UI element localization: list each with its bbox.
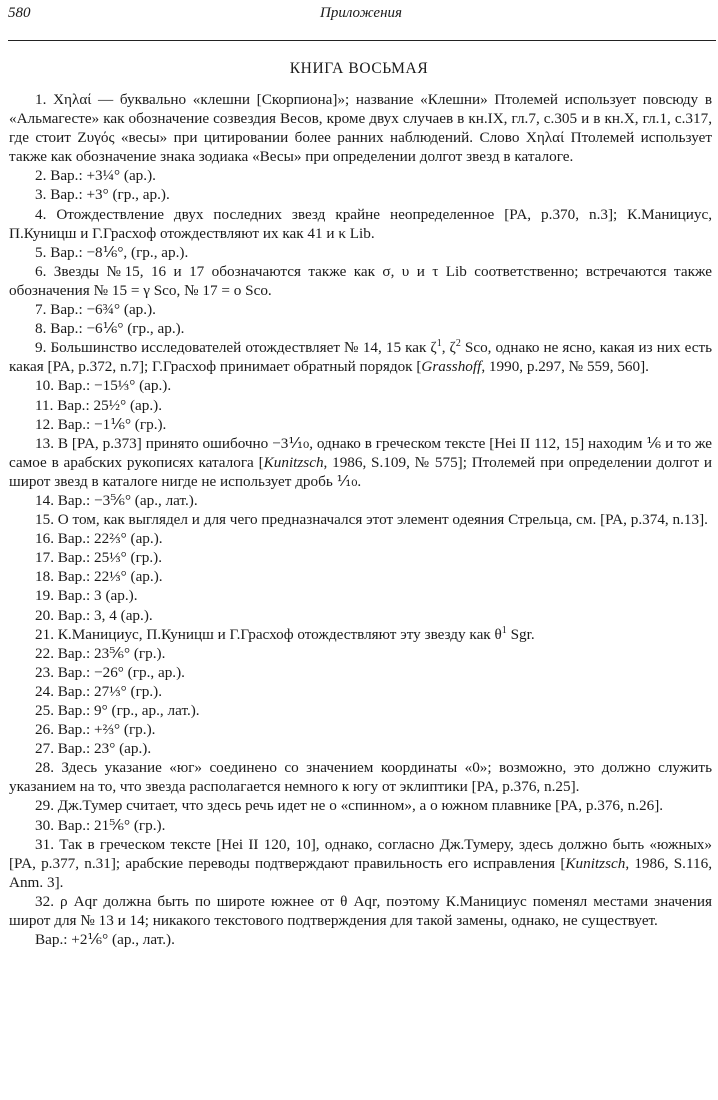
note-30 bbox=[9, 816, 712, 835]
superscript: 1 bbox=[436, 338, 442, 350]
note-number: 27. bbox=[35, 740, 54, 758]
note-text: В [PA, p.373] принято ошибочно −3⅒, однако в греческом тексте [Hei II 112, 15] находим ⅙ и то же самое в арабских рукописях каталога [ bbox=[9, 434, 712, 471]
note-text: Χηλαί — буквально «клешни [Скорпиона]»; название «Клешни» Птолемей использует повсюду в «Альмагесте» как обозначение созвездия Весов, кроме двух случаев в кн.IX, гл.7, с.305 и в кн.X, гл.1, с.317, где стоит Ζυγός «весы» при цитировании более ранних наблюдений. Слово Χηλαί Птолемей использует также как обозначение знака зодиака «Весы» при определении долгот звезд в каталоге. bbox=[9, 91, 712, 166]
note-number: 19. bbox=[35, 587, 54, 605]
note-text: , 1986, S.109, № 575]; Птолемей при определении долгот и широт звезд в каталоге нигде не использует дробь ⅒. bbox=[9, 453, 712, 490]
note-3 bbox=[9, 185, 712, 204]
note-18 bbox=[9, 567, 712, 586]
citation-author: Grasshoff bbox=[421, 358, 482, 376]
note-text: Звезды №15, 16 и 17 обозначаются также как σ, υ и τ Lib соответственно; встречаются также обозначения № 15 = γ Sco, № 17 = ο Sco. bbox=[9, 262, 712, 299]
note-text: Вар.: 22⅓° (ар.). bbox=[57, 568, 163, 586]
note-31 bbox=[9, 835, 712, 892]
note-number: 2. bbox=[35, 167, 47, 185]
note-text: Вар.: −15⅓° (ар.). bbox=[57, 377, 172, 395]
note-text: Отождествление двух последних звезд крайне неопределенное [PA, p.370, n.3]; К.Манициус, П.Куницш и Г.Грасхоф отождествляют их как 41 и κ Lib. bbox=[9, 205, 712, 242]
running-head bbox=[8, 3, 714, 25]
note-number: 28. bbox=[35, 759, 54, 777]
note-text: Вар.: 21⅚° (гр.). bbox=[57, 816, 166, 834]
note-text: К.Манициус, П.Куницш и Г.Грасхоф отождествляют эту звезду как θ bbox=[57, 625, 502, 643]
note-number: 16. bbox=[35, 530, 54, 548]
note-32-variant bbox=[9, 930, 712, 949]
note-number: 10. bbox=[35, 377, 54, 395]
note-text: Вар.: 27⅓° (гр.). bbox=[57, 682, 163, 700]
note-text: Так в греческом тексте [Hei II 120, 10], однако, согласно Дж.Тумеру, здесь должно быть «южных» [PA, p.377, n.31]; арабские переводы подтверждают правильность его исправления [ bbox=[9, 835, 712, 872]
note-27 bbox=[9, 739, 712, 758]
note-2 bbox=[9, 166, 712, 185]
note-number: 9. bbox=[35, 339, 47, 357]
note-21 bbox=[9, 625, 712, 644]
page-number: 580 bbox=[8, 5, 31, 21]
note-13 bbox=[9, 434, 712, 491]
superscript: 2 bbox=[455, 338, 461, 350]
note-8 bbox=[9, 319, 712, 338]
note-text: Вар.: 22⅔° (ар.). bbox=[57, 530, 163, 548]
note-text: Вар.: −1⅙° (гр.). bbox=[57, 415, 167, 433]
superscript: 1 bbox=[501, 624, 507, 636]
note-text: Дж.Тумер считает, что здесь речь идет не о «спинном», а о южном плавнике [PA, p.376, n.26]. bbox=[57, 797, 664, 815]
note-20 bbox=[9, 606, 712, 625]
note-text: , ζ bbox=[441, 339, 456, 357]
note-text: Вар.: 25⅓° (гр.). bbox=[57, 549, 163, 567]
note-9 bbox=[9, 338, 712, 376]
note-number: 21. bbox=[35, 625, 54, 643]
note-14 bbox=[9, 491, 712, 510]
note-number: 18. bbox=[35, 568, 54, 586]
note-24 bbox=[9, 682, 712, 701]
note-number: 11. bbox=[35, 396, 54, 414]
note-6 bbox=[9, 262, 712, 300]
note-text: Вар.: −8⅙°, (гр., ар.). bbox=[50, 243, 189, 261]
note-number: 31. bbox=[35, 835, 54, 853]
note-number: 32. bbox=[35, 892, 54, 910]
note-26 bbox=[9, 720, 712, 739]
note-7 bbox=[9, 300, 712, 319]
note-text: Вар.: 3, 4 (ар.). bbox=[57, 606, 153, 624]
running-section-title: Приложения bbox=[319, 5, 402, 21]
citation-author: Kunitzsch bbox=[263, 453, 324, 471]
note-5 bbox=[9, 243, 712, 262]
note-text: Вар.: −6⅙° (гр., ар.). bbox=[50, 320, 185, 338]
note-text: Вар.: 23⅚° (гр.). bbox=[57, 644, 166, 662]
note-12 bbox=[9, 415, 712, 434]
note-number: 24. bbox=[35, 682, 54, 700]
note-number: 4. bbox=[35, 205, 47, 223]
note-text: ρ Aqr должна быть по широте южнее от θ Aqr, поэтому К.Манициус поменял местами значения широт для № 13 и 14; никакого текстового подтверждения для такой замены, однако, не существует. bbox=[9, 892, 712, 930]
note-text: Sco, однако не ясно, какая из них есть какая [PA, p.372, n.7]; Г.Грасхоф принимает обратный порядок [ bbox=[9, 339, 713, 376]
note-text: , 1986, S.116, Anm. 3]. bbox=[9, 854, 712, 891]
note-number: 5. bbox=[35, 243, 47, 261]
note-10 bbox=[9, 376, 712, 395]
note-number: 1. bbox=[35, 91, 47, 108]
note-text: О том, как выглядел и для чего предназначался этот элемент одеяния Стрельца, см. [PA, p.374, n.13]. bbox=[57, 511, 708, 529]
note-text: Вар.: −3⅚° (ар., лат.). bbox=[57, 491, 198, 509]
note-text: Вар.: 23° (ар.). bbox=[57, 740, 152, 758]
note-15 bbox=[9, 510, 712, 529]
note-text: Вар.: +3¼° (ар.). bbox=[50, 167, 156, 185]
citation-author: Kunitzsch bbox=[565, 854, 626, 872]
note-22 bbox=[9, 644, 712, 663]
note-number: 15. bbox=[35, 511, 54, 529]
note-17 bbox=[9, 548, 712, 567]
note-number: 8. bbox=[35, 320, 47, 338]
note-text: Вар.: +⅔° (гр.). bbox=[57, 721, 156, 739]
header-rule bbox=[8, 40, 716, 41]
note-text: Здесь указание «юг» соединено со значением координаты «0»; возможно, это должно служить указанием на то, что звезда располагается немного к югу от эклиптики [PA, p.376, n.25]. bbox=[9, 759, 712, 796]
note-number: 26. bbox=[35, 721, 54, 739]
note-number: 3. bbox=[35, 186, 47, 204]
note-number: 6. bbox=[35, 262, 47, 280]
note-text: , 1990, p.297, № 559, 560]. bbox=[481, 358, 649, 376]
note-text: Sgr. bbox=[506, 625, 535, 643]
note-32 bbox=[9, 892, 712, 930]
note-number: 23. bbox=[35, 663, 54, 681]
note-11 bbox=[9, 396, 712, 415]
note-number: 13. bbox=[35, 434, 54, 452]
note-29 bbox=[9, 796, 712, 815]
note-text: Вар.: +2⅙° (ар., лат.). bbox=[35, 931, 175, 949]
notes-list bbox=[9, 90, 712, 949]
note-number: 25. bbox=[35, 702, 54, 719]
chapter-title: КНИГА ВОСЬМАЯ bbox=[289, 60, 429, 77]
note-number: 12. bbox=[35, 415, 54, 433]
note-number: 29. bbox=[35, 797, 54, 815]
note-text: Вар.: 9° (гр., ар., лат.). bbox=[57, 702, 200, 719]
note-text: Вар.: −6¾° (ар.). bbox=[50, 301, 156, 319]
note-19 bbox=[9, 586, 712, 605]
note-number: 20. bbox=[35, 606, 54, 624]
note-number: 14. bbox=[35, 491, 54, 509]
note-text: Вар.: 25½° (ар.). bbox=[57, 396, 162, 414]
note-4 bbox=[9, 205, 712, 243]
note-number: 17. bbox=[35, 549, 54, 567]
note-25 bbox=[9, 701, 712, 720]
note-28 bbox=[9, 758, 712, 796]
note-1 bbox=[9, 90, 712, 166]
note-23 bbox=[9, 663, 712, 682]
note-number: 22. bbox=[35, 644, 54, 662]
note-text: Вар.: 3 (ар.). bbox=[57, 587, 138, 605]
note-16 bbox=[9, 529, 712, 548]
note-text: Большинство исследователей отождествляет № 14, 15 как ζ bbox=[50, 339, 437, 357]
note-text: Вар.: +3° (гр., ар.). bbox=[50, 186, 170, 204]
note-number: 30. bbox=[35, 816, 54, 834]
note-number: 7. bbox=[35, 301, 47, 319]
note-text: Вар.: −26° (гр., ар.). bbox=[57, 663, 185, 681]
